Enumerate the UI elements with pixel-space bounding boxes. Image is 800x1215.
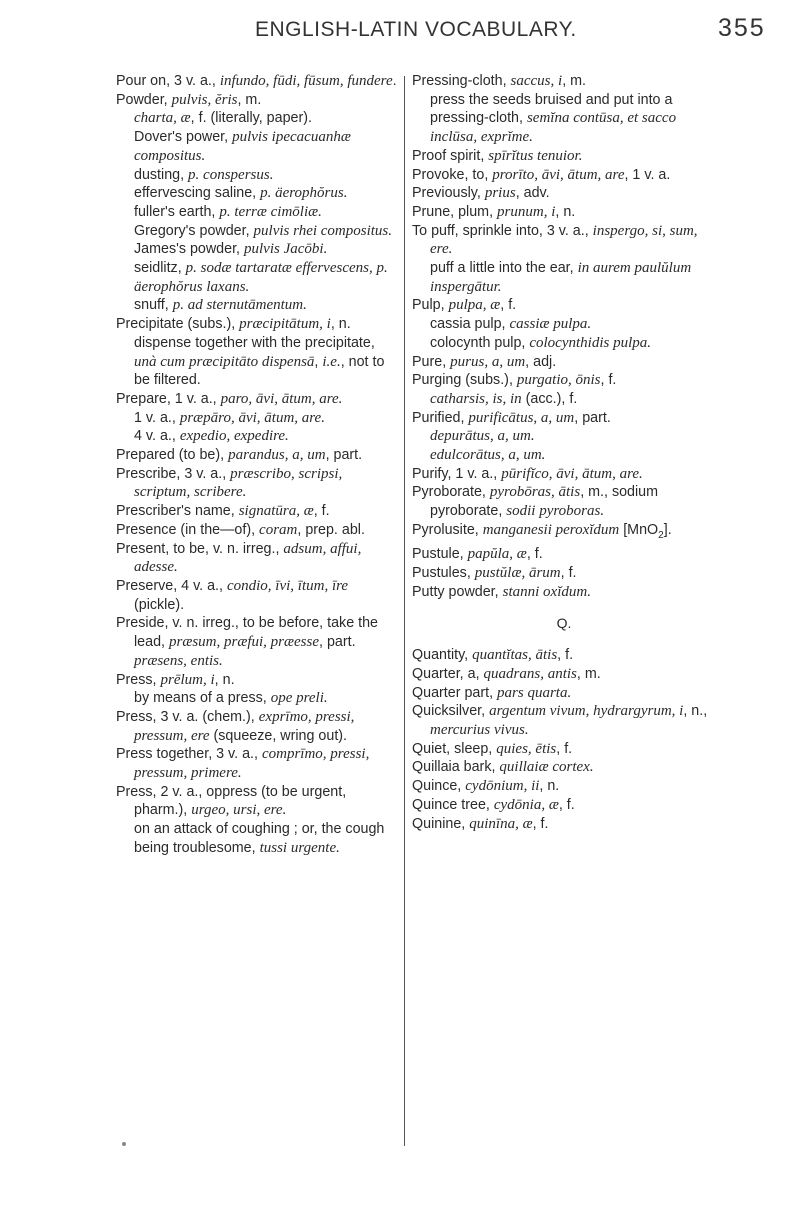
english-text: Previously, [412, 185, 485, 202]
latin-term: pulvis ipecacuanhæ compositus. [134, 129, 351, 164]
english-text: , f. [556, 740, 573, 757]
page-header [0, 12, 800, 52]
english-text: Preserve, 4 v. a., [116, 577, 227, 594]
english-text: , n. [555, 203, 576, 220]
latin-term: præcipitātum, i [239, 316, 331, 333]
right-column-p-entries [412, 72, 716, 602]
latin-term: purgatio, ōnis [516, 372, 601, 389]
vocab-entry [116, 745, 398, 782]
english-text: Proof spirit, [412, 147, 489, 164]
latin-term: pustŭlæ, ārum [474, 565, 561, 582]
latin-term: expedio, expedire. [179, 428, 289, 445]
english-text: , f. (literally, paper). [190, 110, 312, 127]
english-text: , n. [214, 671, 235, 688]
latin-term: adsum, affui, adesse. [134, 540, 362, 576]
english-text: , adj. [525, 353, 557, 370]
vocab-entry [412, 184, 716, 203]
latin-term: i.e. [322, 353, 341, 370]
vocab-entry [412, 796, 716, 815]
english-text: Press, 3 v. a. (chem.), [116, 708, 259, 725]
vocab-entry [116, 128, 398, 165]
latin-term: prunum, i [497, 203, 556, 220]
vocab-entry [412, 777, 716, 796]
vocab-entry [116, 671, 398, 690]
english-text: snuff, [134, 297, 173, 314]
latin-term: p. sodæ tartaratæ effervescens, p. äerophŏrus laxans. [134, 260, 388, 295]
latin-term: semĭna contūsa, et sacco inclūsa, exprĭme. [430, 110, 677, 146]
latin-term: pyrobōras, ātis [489, 484, 581, 501]
english-text: fuller's earth, [134, 203, 220, 220]
english-text: , not to be filtered. [134, 353, 385, 389]
latin-term: cydōnium, ii [465, 778, 540, 795]
latin-term: præsum, præfui, præesse [168, 634, 320, 651]
vocab-entry [116, 521, 398, 540]
latin-term: depurātus, a, um. [430, 428, 535, 445]
vocab-entry [116, 577, 398, 614]
latin-term: papŭla, æ [467, 546, 527, 563]
latin-term: quantĭtas, ātis [472, 647, 558, 664]
vocab-entry [412, 166, 716, 185]
latin-term: quadrans, antis [483, 665, 577, 682]
latin-term: parandus, a, um [228, 447, 326, 464]
latin-term: manganesii peroxĭdum [482, 521, 620, 538]
vocab-entry [412, 702, 716, 739]
english-text: dusting, [134, 166, 189, 183]
english-text: To puff, sprinkle into, 3 v. a., [412, 222, 593, 239]
english-text: Pustules, [412, 565, 475, 582]
vocab-entry [116, 427, 398, 446]
english-text: cassia pulp, [430, 316, 510, 333]
latin-term: mercurius vivus. [430, 722, 529, 739]
latin-term: præpāro, āvi, ātum, are. [179, 409, 325, 426]
vocab-entry [116, 820, 398, 857]
vocab-entry [412, 427, 716, 446]
english-text: Quinine, [412, 815, 470, 832]
vocab-entry [116, 502, 398, 521]
english-text: [MnO [619, 521, 659, 538]
english-text: , m. [562, 73, 587, 89]
latin-term: colocynthidis pulpa. [529, 334, 652, 351]
english-text: press the seeds bruised and put into a pressing-cloth, [430, 91, 673, 127]
english-text: Purging (subs.), [412, 372, 517, 389]
english-text: Quince, [412, 778, 466, 795]
english-text: , 1 v. a. [624, 166, 671, 183]
vocab-entry [116, 390, 398, 409]
latin-term: catharsis, is, in [430, 390, 522, 407]
english-text: , m. [237, 91, 262, 108]
latin-term: prēlum, i [160, 671, 215, 688]
vocab-entry [412, 390, 716, 409]
latin-term: inspergo, si, sum, ere. [430, 222, 698, 258]
latin-term: saccus, i [510, 73, 563, 89]
latin-term: prorīto, āvi, ātum, are [492, 166, 625, 183]
english-text: Pure, [412, 353, 451, 370]
english-text: by means of a press, [134, 690, 271, 707]
english-text: Press together, 3 v. a., [116, 746, 262, 763]
english-text: , m. [576, 665, 601, 682]
latin-term: p. äerophŏrus. [260, 185, 348, 202]
page-number: 355 [718, 14, 766, 42]
vocab-entry [412, 91, 716, 147]
latin-term: pulvis, ĕris [171, 91, 238, 108]
latin-term: pars quarta. [497, 684, 572, 701]
vocab-entry [412, 446, 716, 465]
latin-term: prius [484, 185, 516, 202]
latin-term: in aurem paulŭlum inspergātur. [430, 260, 692, 295]
english-text: Prepare, 1 v. a., [116, 390, 221, 407]
english-text: Quince tree, [412, 796, 494, 813]
latin-term: signatūra, æ [238, 503, 314, 520]
vocab-entry [412, 334, 716, 353]
right-column-q-entries [412, 646, 716, 833]
latin-term: sodii pyroboras. [506, 503, 605, 520]
vocab-entry [116, 166, 398, 185]
vocab-entry [412, 353, 716, 372]
latin-term: pulvis rhei compositus. [253, 222, 393, 239]
latin-term: comprīmo, pressi, pressum, primere. [134, 746, 370, 782]
print-speck [122, 1142, 126, 1146]
latin-term: præscribo, scripsi, scriptum, scribere. [134, 465, 343, 501]
english-text: Quantity, [412, 647, 473, 664]
english-text: Purified, [412, 409, 469, 426]
latin-term: condio, īvi, ītum, īre [226, 577, 349, 594]
vocab-entry [116, 296, 398, 315]
vocab-entry [116, 334, 398, 390]
vocab-entry [412, 483, 716, 520]
vocab-entry [116, 315, 398, 334]
vocab-entry [412, 684, 716, 703]
english-text: Quarter, a, [412, 665, 484, 682]
english-text: , f. [558, 796, 575, 813]
english-text: Quicksilver, [412, 703, 490, 720]
latin-term: pūrifĭco, āvi, ātum, are. [501, 465, 643, 482]
english-text: Quillaia bark, [412, 759, 500, 776]
latin-term: urgeo, ursi, ere. [191, 802, 287, 819]
english-text: Preside, v. n. irreg., to be before, take the lead, [116, 615, 378, 651]
latin-term: unà cum præcipitāto dispensā [134, 353, 315, 370]
vocab-entry [412, 259, 716, 296]
vocab-entry [116, 409, 398, 428]
vocab-entry [412, 564, 716, 583]
english-text: Pustule, [412, 546, 468, 563]
vocab-entry [412, 203, 716, 222]
vocab-entry [412, 758, 716, 777]
latin-term: quies, ētis [496, 740, 557, 757]
vocab-entry [412, 545, 716, 564]
english-text: , f. [532, 815, 549, 832]
english-text: (acc.), f. [521, 390, 578, 407]
latin-term: charta, æ [134, 110, 191, 127]
english-text: , part. [574, 409, 611, 426]
latin-term: pulvis Jacōbi. [244, 241, 328, 258]
latin-term: spīrĭtus tenuior. [488, 147, 583, 164]
latin-term: quinīna, æ [469, 815, 533, 832]
vocab-entry [116, 259, 398, 296]
english-text: ]. [663, 521, 672, 538]
english-text: colocynth pulp, [430, 334, 530, 351]
english-text: , f. [557, 647, 574, 664]
vocab-entry [116, 783, 398, 820]
english-text: 2 [658, 529, 664, 541]
english-text: , adv. [515, 185, 550, 202]
latin-term: purus, a, um [450, 353, 526, 370]
vocab-entry [116, 240, 398, 259]
vocab-entry [116, 222, 398, 241]
english-text: , part. [319, 634, 356, 651]
english-text: Pyrolusite, [412, 521, 483, 538]
running-title: ENGLISH-LATIN VOCABULARY. [255, 18, 577, 41]
latin-term: quillaiæ cortex. [499, 759, 594, 776]
latin-term: edulcorātus, a, um. [430, 447, 546, 464]
english-text: Precipitate (subs.), [116, 316, 240, 333]
vocab-entry [116, 446, 398, 465]
latin-term: purificātus, a, um [468, 409, 575, 426]
english-text: Dover's power, [134, 129, 233, 146]
latin-term: p. ad sternutāmentum. [172, 297, 307, 314]
english-text: Pulp, [412, 297, 449, 314]
vocab-entry [116, 465, 398, 502]
vocab-entry [412, 371, 716, 390]
english-text: Presence (in the—of), [116, 521, 260, 538]
english-text: , f. [313, 503, 330, 520]
english-text: Press, [116, 671, 161, 688]
vocab-entry [412, 409, 716, 428]
vocab-entry [116, 184, 398, 203]
english-text: Pressing-cloth, [412, 73, 511, 89]
english-text: , n. [330, 316, 351, 333]
english-text: Purify, 1 v. a., [412, 465, 502, 482]
vocab-entry [116, 109, 398, 128]
english-text: effervescing saline, [134, 185, 261, 202]
english-text: 1 v. a., [134, 409, 180, 426]
vocab-entry [412, 521, 716, 546]
latin-term: tussi urgente. [259, 839, 340, 856]
vocab-entry [116, 91, 398, 110]
vocab-entry [412, 315, 716, 334]
english-text: Powder, [116, 91, 172, 108]
english-text: , part. [325, 447, 363, 464]
vocab-entry [116, 708, 398, 745]
right-column [412, 72, 716, 833]
english-text: , f. [600, 372, 617, 389]
english-text: Prescriber's name, [116, 503, 239, 520]
latin-term: infundo, fūdi, fūsum, fundere [219, 73, 393, 89]
vocab-entry [412, 665, 716, 684]
latin-term: ope preli. [270, 690, 328, 707]
latin-term: exprīmo, pressi, pressum, ere [134, 708, 355, 744]
english-text: dispense together with the precipitate, [134, 334, 375, 351]
english-text: , n. [539, 778, 560, 795]
english-text: , f. [526, 546, 543, 563]
vocab-entry [412, 465, 716, 484]
vocab-entry [116, 689, 398, 708]
vocab-entry [116, 614, 398, 670]
english-text: Pour on, 3 v. a., [116, 73, 220, 89]
latin-term: cydōnia, æ [493, 796, 559, 813]
english-text: (squeeze, wring out). [209, 727, 348, 744]
english-text: James's powder, [134, 241, 245, 258]
latin-term: cassiæ pulpa. [509, 316, 592, 333]
english-text: 4 v. a., [134, 428, 180, 445]
english-text: Pyroborate, [412, 484, 490, 501]
vocab-entry [116, 72, 398, 91]
vocab-entry [412, 296, 716, 315]
english-text: on an attack of coughing ; or, the cough being troublesome, [134, 821, 385, 856]
english-text: , n., [683, 703, 708, 720]
vocab-entry [412, 646, 716, 665]
latin-term: paro, āvi, ātum, are. [220, 390, 343, 407]
english-text: . [392, 73, 397, 89]
english-text: Prune, plum, [412, 203, 498, 220]
vocab-entry [412, 72, 716, 91]
english-text: , f. [500, 297, 517, 314]
english-text: Putty powder, [412, 583, 503, 600]
vocab-entry [412, 815, 716, 834]
english-text: Prepared (to be), [116, 447, 229, 464]
english-text: , m., sodium pyroborate, [430, 484, 659, 520]
column-divider [404, 76, 405, 1146]
vocab-entry [412, 740, 716, 759]
vocab-entry [412, 583, 716, 602]
english-text: Quiet, sleep, [412, 740, 497, 757]
latin-term: stanni oxĭdum. [502, 583, 591, 600]
latin-term: præsens, entis. [134, 652, 223, 669]
vocab-entry [412, 222, 716, 259]
latin-term: p. conspersus. [188, 166, 274, 183]
english-text: , prep. abl. [297, 521, 365, 538]
vocab-entry [412, 147, 716, 166]
latin-term: p. terræ cimōliæ. [219, 203, 322, 220]
vocab-entry [116, 203, 398, 222]
english-text: (pickle). [134, 596, 185, 613]
english-text: , f. [560, 565, 577, 582]
english-text: puff a little into the ear, [430, 260, 578, 277]
section-letter-q: Q. [556, 614, 572, 631]
english-text: Quarter part, [412, 684, 498, 701]
english-text: Provoke, to, [412, 166, 493, 183]
latin-term: coram [259, 521, 298, 538]
english-text: Prescribe, 3 v. a., [116, 465, 231, 482]
english-text: Gregory's powder, [134, 222, 254, 239]
vocab-entry [116, 540, 398, 577]
english-text: seidlitz, [134, 260, 186, 277]
english-text: , [314, 353, 323, 370]
english-text: Press, 2 v. a., oppress (to be urgent, pharm.), [116, 783, 347, 819]
latin-term: pulpa, æ [448, 297, 501, 314]
latin-term: argentum vivum, hydrargyrum, i [489, 703, 684, 720]
english-text: Present, to be, v. n. irreg., [116, 540, 284, 557]
left-column [116, 72, 398, 858]
